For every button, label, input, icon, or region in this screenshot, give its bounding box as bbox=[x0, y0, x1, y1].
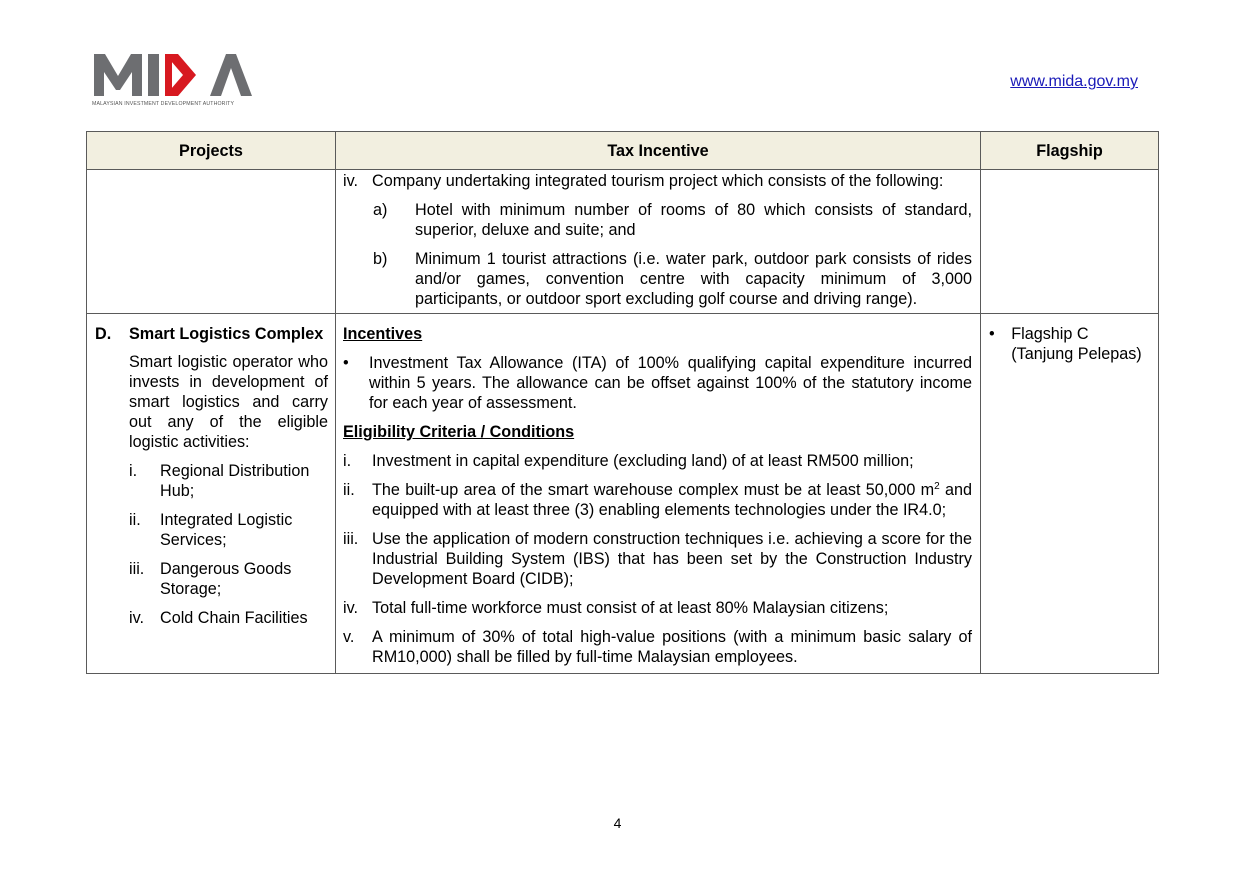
item-text: Hotel with minimum number of rooms of 80 which consists of standard, superior, deluxe and suite; and bbox=[415, 201, 972, 239]
list-item bbox=[343, 451, 972, 471]
item-text-part: The built-up area of the smart warehouse complex must be at least 50,000 m bbox=[372, 481, 935, 499]
website-link[interactable]: www.mida.gov.my bbox=[1010, 73, 1138, 90]
list-item bbox=[343, 598, 972, 618]
project-title: Smart Logistics Complex bbox=[129, 325, 324, 343]
item-text: Integrated Logistic Services; bbox=[160, 511, 293, 549]
header-projects: Projects bbox=[87, 132, 336, 170]
header-flagship: Flagship bbox=[981, 132, 1159, 170]
bullet-icon: • bbox=[989, 325, 995, 343]
item-label: b) bbox=[373, 250, 388, 268]
list-item bbox=[343, 480, 972, 520]
list-item bbox=[343, 529, 972, 589]
item-text: Regional Distribution Hub; bbox=[160, 462, 310, 500]
item-number: iii. bbox=[129, 560, 145, 578]
page-number: 4 bbox=[613, 815, 622, 831]
project-heading bbox=[95, 324, 328, 344]
table-row bbox=[87, 170, 1159, 314]
flagship-text: Flagship C (Tanjung Pelepas) bbox=[1011, 325, 1142, 363]
project-body bbox=[129, 352, 328, 628]
item-text: Company undertaking integrated tourism project which consists of the following: bbox=[372, 172, 944, 190]
mida-logo bbox=[92, 50, 262, 110]
item-text: Total full-time workforce must consist of at least 80% Malaysian citizens; bbox=[372, 599, 889, 617]
row2-project-cell bbox=[87, 314, 336, 674]
item-number: i. bbox=[129, 462, 138, 480]
item-text: A minimum of 30% of total high-value positions (with a minimum basic salary of RM10,000) shall be filled by full-time Malaysian employees. bbox=[372, 628, 972, 666]
table-header-row bbox=[87, 132, 1159, 170]
incentives-heading: Incentives bbox=[343, 325, 423, 343]
logo-subtitle: MALAYSIAN INVESTMENT DEVELOPMENT AUTHORITY bbox=[92, 101, 235, 107]
list-item bbox=[343, 353, 972, 413]
list-item bbox=[129, 461, 328, 501]
item-number: ii. bbox=[129, 511, 141, 529]
row1-tax-cell bbox=[336, 170, 981, 314]
row1-flagship-cell bbox=[981, 170, 1159, 314]
item-text: Use the application of modern construction techniques i.e. achieving a score for the Industrial Building System (IBS) that has been set by the Construction Industry Development Board (CIDB); bbox=[372, 530, 972, 588]
row2-tax-cell bbox=[336, 314, 981, 674]
project-description: Smart logistic operator who invests in development of smart logistics and carry out any of the eligible logistic activities: bbox=[129, 353, 328, 451]
list-item bbox=[343, 627, 972, 667]
item-text: Cold Chain Facilities bbox=[160, 609, 308, 627]
incentive-table bbox=[86, 131, 1159, 674]
item-number: iv. bbox=[343, 172, 358, 190]
list-item bbox=[129, 559, 328, 599]
item-number: i. bbox=[343, 452, 352, 470]
item-number: iv. bbox=[129, 609, 144, 627]
list-item bbox=[343, 171, 972, 191]
item-text-part: and equipped with at least three (3) enabling elements technologies under the IR4.0; bbox=[372, 481, 972, 519]
mida-logo-mark bbox=[92, 50, 254, 98]
list-item bbox=[373, 249, 972, 309]
item-number: ii. bbox=[343, 481, 355, 499]
row2-flagship-cell bbox=[981, 314, 1159, 674]
item-text: Investment in capital expenditure (excluding land) of at least RM500 million; bbox=[372, 452, 914, 470]
activity-list bbox=[129, 461, 328, 628]
header-tax-incentive: Tax Incentive bbox=[336, 132, 981, 170]
item-number: iv. bbox=[343, 599, 358, 617]
list-item bbox=[989, 324, 1150, 364]
item-text: Investment Tax Allowance (ITA) of 100% qualifying capital expenditure incurred within 5 years. The allowance can be offset against 100% of the statutory income for each year of assessment. bbox=[369, 354, 972, 412]
item-number: iii. bbox=[343, 530, 359, 548]
list-item bbox=[129, 510, 328, 550]
superscript: 2 bbox=[934, 481, 940, 492]
bullet-icon: • bbox=[343, 354, 349, 372]
list-item bbox=[373, 200, 972, 240]
row1-project-cell bbox=[87, 170, 336, 314]
project-letter: D. bbox=[95, 325, 112, 343]
table-row bbox=[87, 314, 1159, 674]
item-number: v. bbox=[343, 628, 355, 646]
item-label: a) bbox=[373, 201, 388, 219]
list-item bbox=[129, 608, 328, 628]
criteria-heading: Eligibility Criteria / Conditions bbox=[343, 423, 575, 441]
item-text: Minimum 1 tourist attractions (i.e. water park, outdoor park consists of rides and/or games, convention centre with capacity minimum of 3,000 participants, or outdoor sport excluding golf course and driving range). bbox=[415, 250, 972, 308]
item-text bbox=[372, 480, 972, 520]
item-text: Dangerous Goods Storage; bbox=[160, 560, 292, 598]
